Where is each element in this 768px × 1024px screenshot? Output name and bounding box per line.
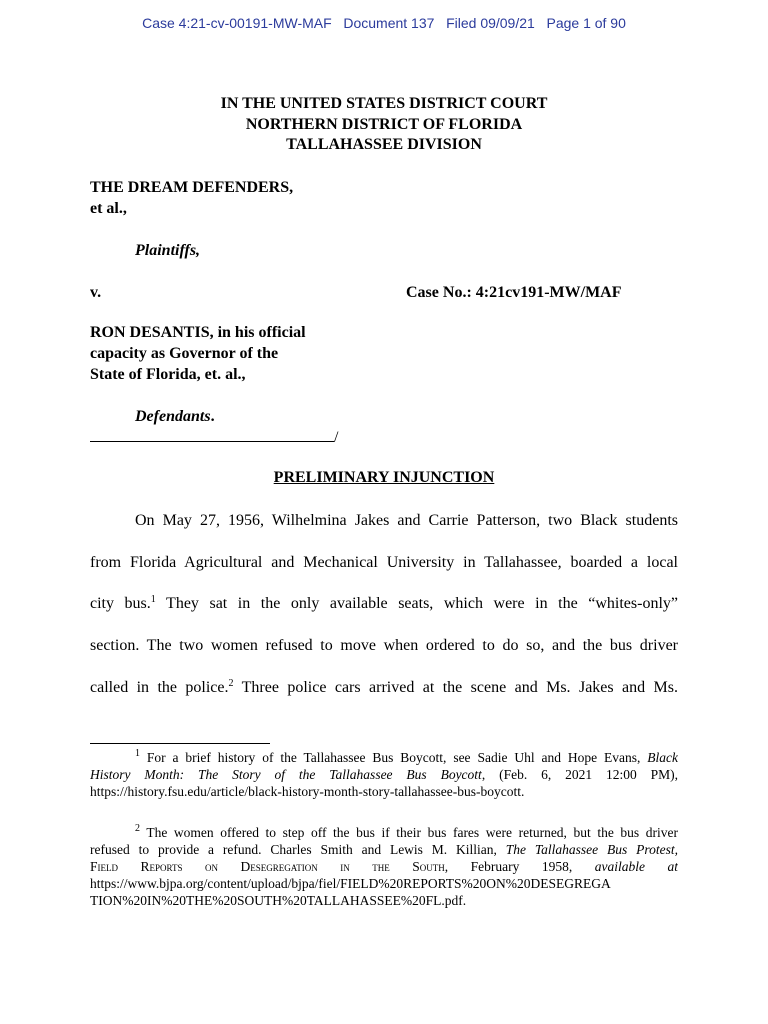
footnote-1-line-2: History Month: The Story of the Tallahassee Bus Boycott, (Feb. 6, 2021 12:00 PM), xyxy=(90,767,678,782)
signature-slash: / xyxy=(334,429,339,446)
body-line-3 xyxy=(90,594,678,614)
footnote-2-line-4: https://www.bjpa.org/content/upload/bjpa/fiel/FIELD%20REPORTS%20ON%20DESEGREGA xyxy=(90,876,611,891)
header-document-number: Document 137 xyxy=(343,15,435,31)
document-title: PRELIMINARY INJUNCTION xyxy=(273,469,495,486)
body-line-5-end: Three police cars arrived at the scene and Ms. Jakes and Ms. xyxy=(233,679,679,696)
defendant-line-1: RON DESANTIS, in his official xyxy=(90,324,306,341)
court-line-1: IN THE UNITED STATES DISTRICT COURT xyxy=(220,95,548,112)
body-line-3-end: They sat in the only available seats, which were in the “whites-only” xyxy=(155,595,679,612)
footnote-1-line-3: https://history.fsu.edu/article/black-history-month-story-tallahassee-bus-boycott. xyxy=(90,784,525,799)
plaintiff-etal: et al., xyxy=(90,200,127,217)
footnote-2-line-5: TION%20IN%20THE%20SOUTH%20TALLAHASSEE%20FL.pdf. xyxy=(90,893,467,908)
signature-line xyxy=(90,427,338,447)
body-line-5 xyxy=(90,678,678,698)
case-number: Case No.: 4:21cv191-MW/MAF xyxy=(406,284,622,301)
footnote-1 xyxy=(90,749,678,800)
body-line-1: On May 27, 1956, Wilhelmina Jakes and Carrie Patterson, two Black students xyxy=(135,512,678,529)
footnote-2-line-3: Field Reports on Desegregation in the South, February 1958, available at xyxy=(90,859,678,874)
footnote-ref-2: 2 xyxy=(228,678,234,689)
body-line-4: section. The two women refused to move when ordered to do so, and the bus driver xyxy=(90,637,678,654)
footnote-2-line-1: $^2$ The women offered to step off the bus if their bus fares were returned, but the bus driver xyxy=(135,824,678,840)
body-line-2: from Florida Agricultural and Mechanical University in Tallahassee, boarded a local xyxy=(90,554,678,571)
footnote-1-number: 1 xyxy=(135,749,140,759)
court-line-2: NORTHERN DISTRICT OF FLORIDA xyxy=(245,115,523,133)
footnote-2 xyxy=(90,824,678,909)
footnote-2-number: 2 xyxy=(135,824,140,834)
defendants-word: Defendants xyxy=(135,408,211,425)
defendant-line-2: capacity as Governor of the xyxy=(90,345,279,362)
versus-label: v. xyxy=(90,284,102,301)
signature-rule xyxy=(90,427,334,442)
footnote-ref-1: 1 xyxy=(150,594,156,605)
footnote-1-line-1: $^1$ For a brief history of the Tallahassee Bus Boycott, see Sadie Uhl and Hope Evans, Black xyxy=(135,749,678,765)
body-line-3-start: city bus. xyxy=(90,595,151,612)
header-case-number: Case 4:21-cv-00191-MW-MAF xyxy=(142,15,332,31)
defendant-line-3: State of Florida, et. al., xyxy=(90,366,246,383)
header-page-count: Page 1 of 90 xyxy=(546,15,626,31)
defendants-label xyxy=(135,406,215,427)
ecf-header xyxy=(0,15,768,31)
footnote-separator xyxy=(90,743,270,744)
plaintiff-name: THE DREAM DEFENDERS, xyxy=(90,179,294,196)
footnote-2-line-2: refused to provide a refund. Charles Smith and Lewis M. Killian, The Tallahassee Bus Protest, xyxy=(90,842,678,857)
defendants-period: . xyxy=(210,408,215,425)
header-filed-date: Filed 09/09/21 xyxy=(446,15,535,31)
plaintiffs-label: Plaintiffs, xyxy=(135,242,201,259)
body-line-5-start: called in the police. xyxy=(90,679,229,696)
court-line-3: TALLAHASSEE DIVISION xyxy=(286,136,482,153)
court-heading xyxy=(0,94,768,156)
